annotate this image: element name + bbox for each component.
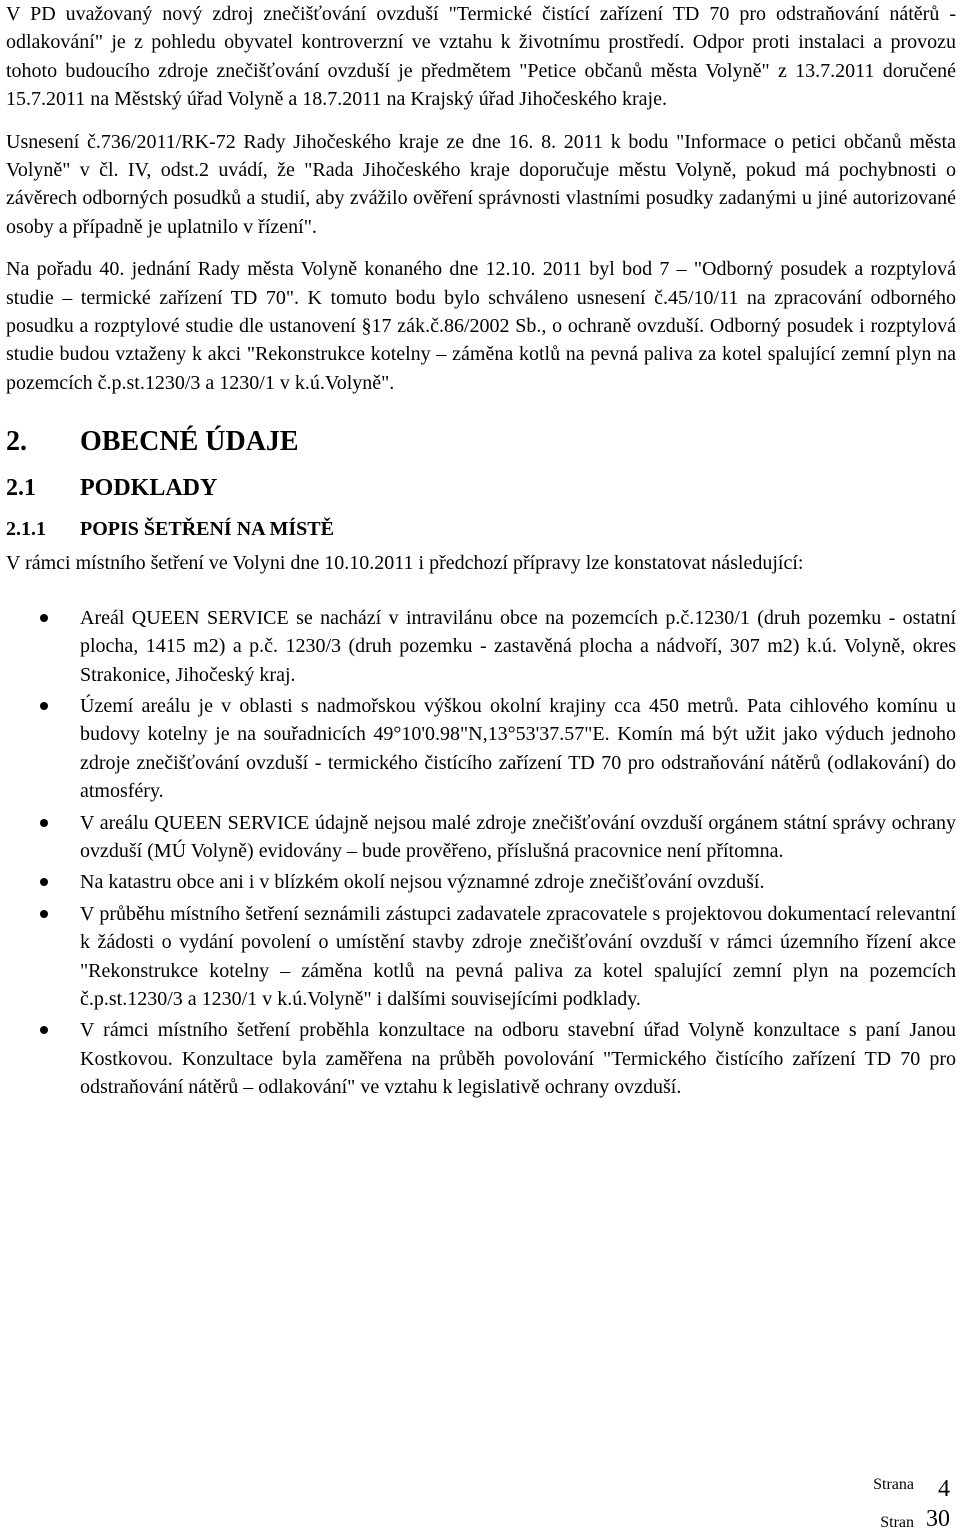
bullet-icon — [40, 614, 48, 622]
list-item — [6, 900, 956, 1014]
list-item — [6, 604, 956, 689]
subsubsection-heading — [6, 515, 956, 543]
page-footer — [754, 1470, 954, 1530]
list-item — [6, 1016, 956, 1101]
list-item-text: Na katastru obce ani i v blízkém okolí nejsou významné zdroje znečišťování ovzduší. — [80, 871, 765, 894]
total-pages-row — [754, 1500, 954, 1530]
spacer — [6, 241, 956, 255]
list-item-text: V areálu QUEEN SERVICE údajně nejsou malé zdroje znečišťování ovzduší orgánem státní správy ochrany ovzduší (MÚ Volyně) evidovány – bude prověřeno, příslušná pracovnice není přítomna. — [80, 811, 956, 862]
page-label: Strana — [873, 1476, 914, 1493]
list-item — [6, 809, 956, 866]
spacer — [6, 114, 956, 128]
section-heading — [6, 425, 956, 459]
bullet-icon — [40, 878, 48, 886]
paragraph-council-meeting: Na pořadu 40. jednání Rady města Volyně konaného dne 12.10. 2011 byl bod 7 – "Odborný posudek a rozptylová studie – termické zařízení TD 70". K tomuto bodu bylo schváleno usnesení č.45/10/11 na zpracování odborného posudku a rozptylové studie dle ustanovení §17 zák.č.86/2002 Sb., o ochraně ovzduší. Odborný posudek i rozptylová studie budou vztaženy k akci "Rekonstrukce kotelny – záměna kotlů na pevná paliva za kotel spalující zemní plyn na pozemcích č.p.st.1230/3 a 1230/1 v k.ú.Volyně". — [6, 258, 956, 394]
bullet-icon — [40, 702, 48, 710]
list-item-text: Areál QUEEN SERVICE se nachází v intravilánu obce na pozemcích p.č.1230/1 (druh pozemku - ostatní plocha, 1415 m2) a p.č. 1230/3 (druh pozemku - zastavěná plocha a nádvoří, 307 m2) k.ú. Volyně, okres Strakonice, Jihočeský kraj. — [80, 606, 956, 686]
subsection-heading — [6, 473, 956, 503]
paragraph-resolution: Usnesení č.736/2011/RK-72 Rady Jihočeského kraje ze dne 16. 8. 2011 k bodu "Informace o petici občanů města Volyně" v čl. IV, odst.2 uvádí, že "Rada Jihočeského kraje doporučuje městu Volyně, pokud má pochybnosti o závěrech odborných posudků a studií, aby zvážilo ověření správnosti vlastními posudky zadanými u jiné autorizované osoby a případně je uplatnilo v řízení". — [6, 130, 956, 238]
intro-paragraph: V rámci místního šetření ve Volyni dne 10.10.2011 i předchozí přípravy lze konstatovat následující: — [6, 552, 804, 575]
list-item-text: V průběhu místního šetření seznámili zástupci zadavatele zpracovatele s projektovou dokumentací relevantní k žádosti o vydání povolení o umístění stavby zdroje znečišťování ovzduší v rámci územního řízení akce "Rekonstrukce kotelny – záměna kotlů na pevná paliva za kotel spalující zemní plyn na pozemcích č.p.st.1230/3 a 1230/1 v k.ú.Volyně" i dalšími souvisejícími podklady. — [80, 902, 956, 1010]
list-item — [6, 692, 956, 806]
findings-list — [6, 604, 956, 1102]
paragraph-context: V PD uvažovaný nový zdroj znečišťování ovzduší "Termické čistící zařízení TD 70 pro odstraňování nátěrů - odlakování" je z pohledu obyvatel kontroverzní ve vztahu k životnímu prostředí. Odpor proti instalaci a provozu tohoto budoucího zdroje znečišťování ovzduší je předmětem "Petice občanů města Volyně" z 13.7.2011 doručené 15.7.2011 na Městský úřad Volyně a 18.7.2011 na Krajský úřad Jihočeského kraje. — [6, 3, 956, 111]
bullet-icon — [40, 1026, 48, 1034]
list-item-text: Území areálu je v oblasti s nadmořskou výškou okolní krajiny cca 450 metrů. Pata cihlového komínu u budovy kotelny je na souřadnicích 49°10'0.98"N,13°53'37.57"E. Komín má být užit jako výduch jednoho zdroje znečišťování ovzduší - termického čistícího zařízení TD 70 pro odstraňování nátěrů (odlakování) do atmosféry. — [80, 694, 956, 803]
subsubsection-title: POPIS ŠETŘENÍ NA MÍSTĚ — [80, 518, 334, 541]
section-title: OBECNÉ ÚDAJE — [80, 426, 299, 458]
page-number: 4 — [938, 1476, 950, 1502]
total-pages: 30 — [926, 1506, 950, 1532]
list-item — [6, 868, 956, 896]
section-number: 2. — [6, 426, 27, 458]
page-number-row — [754, 1470, 954, 1500]
list-item-text: V rámci místního šetření proběhla konzultace na odboru stavební úřad Volyně konzultace s paní Janou Kostkovou. Konzultace byla zaměřena na průběh povolování "Termického čistícího zařízení TD 70 pro odstraňování nátěrů – odlakování" ve vztahu k legislativě ochrany ovzduší. — [80, 1019, 956, 1099]
document-page — [6, 0, 956, 1105]
bullet-icon — [40, 819, 48, 827]
subsubsection-number: 2.1.1 — [6, 518, 46, 541]
subsection-title: PODKLADY — [80, 475, 218, 502]
subsection-number: 2.1 — [6, 475, 36, 502]
total-label: Stran — [880, 1514, 914, 1531]
bullet-icon — [40, 910, 48, 918]
